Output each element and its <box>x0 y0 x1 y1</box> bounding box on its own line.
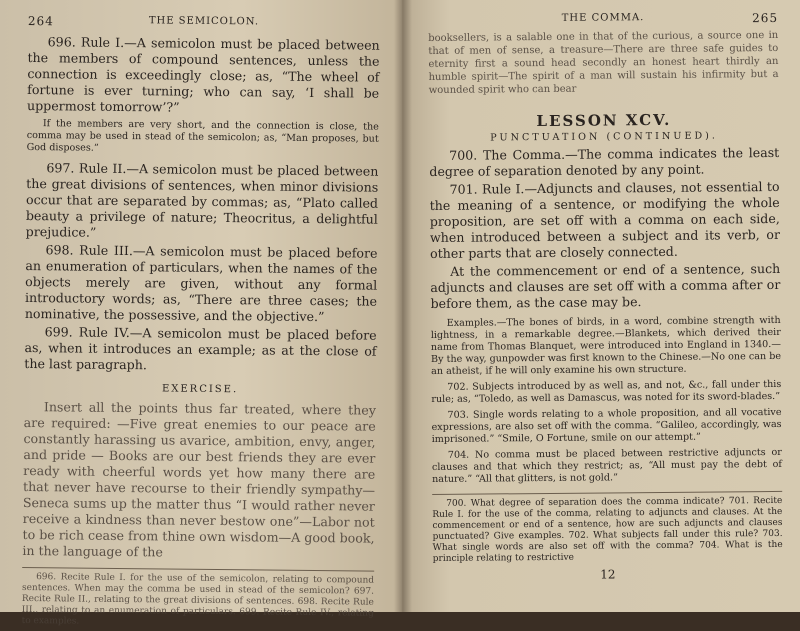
right-running-head <box>428 11 778 28</box>
paragraph-702: 702. Subjects introduced by as well as, and not, &c., fall under this rule; as, “Toledo, as well as Damascus, was noted for its sword-blades.” <box>431 378 782 405</box>
lesson-title: LESSON XCV. <box>536 110 672 131</box>
lesson-subtitle: PUNCTUATION (CONTINUED). <box>490 130 718 144</box>
exercise-text: Insert all the points thus far treated, where they are required: —Five great enemies to our peace are constantly harassing us avarice, ambition, envy, anger, and pride — Books are our best friends they are ever ready with cheerful words yet how many there are that never have recourse to their friendly sympathy— Seneca sums up the matter thus “I would rather never receive a kindness than never bestow one”—Labor not to be rich cease from thine own wisdom—A good book, in the language of the <box>22 399 376 560</box>
book-gutter <box>394 0 412 612</box>
paragraph-701-continued: At the commencement or end of a sentence, such adjuncts and clauses are set off with a comma after or before them, as the case may be. <box>430 260 781 311</box>
paragraph-698: 698. Rule III.—A semicolon must be placed before an enumeration of particulars, when the names of the objects merely are given, without any formal introductory words; as, “There are three cases; the nominative, the possessive, and the objective.” <box>24 242 378 325</box>
examples: Examples.—The bones of birds, in a word, combine strength with lightness, in a remarkable degree.—Blankets, which derived their name from Thomas Blanquet, were introduced into England in 1340.—By the way, gunpowder was first known to the Chinese.—No one can be an atheist, if he will only examine his own structure. <box>430 314 782 377</box>
paragraph-697: 697. Rule II.—A semicolon must be placed between the great divisions of sentences, when minor divisions occur that are separated by commas; as, “Plato called beauty a privilege of nature; Theocritus, a delightful prejudice.” <box>25 160 379 240</box>
paragraph-700: 700. The Comma.—The comma indicates the least degree of separation denoted by any point. <box>429 144 780 179</box>
left-page-content <box>22 14 380 631</box>
paragraph-696: 696. Rule I.—A semicolon must be placed between the members of compound sentences, unless the connection is exceedingly close; as, “The wheel of fortune is ever turning; who can say, ‘I shall be uppermost tomorrow’?” <box>26 34 380 115</box>
paragraph-699: 699. Rule IV.—A semicolon must be placed before as, when it introduces an example; as at the close of the last paragraph. <box>24 324 377 373</box>
right-page-number: 265 <box>752 10 779 26</box>
left-running-title: THE SEMICOLON. <box>148 15 260 28</box>
right-page <box>402 0 800 612</box>
left-running-head <box>28 14 380 32</box>
paragraph-704: 704. No comma must be placed between restrictive adjuncts or clauses and that which they restrict; as, “All must pay the debt of nature.” “All that glitters, is not gold.” <box>431 446 782 485</box>
right-footnote: 700. What degree of separation does the comma indicate? 701. Recite Rule I. for the use of the comma, relating to adjuncts and clauses. At the commencement or end of a sentence, how are such adjuncts and clauses punctuated? Give examples. 702. What subjects fall under this rule? 703. What single words are also set off with the comma? 704. What is the principle relating to restrictive <box>432 495 783 564</box>
signature-mark: 12 <box>600 567 616 582</box>
left-footnote-rule <box>22 567 374 572</box>
paragraph-701: 701. Rule I.—Adjuncts and clauses, not essential to the meaning of a sentence, or modifying the whole proposition, are set off with a comma on each side, when introduced between a subject and its verb, or other parts that are closely connected. <box>429 178 781 261</box>
left-footnote: 696. Recite Rule I. for the use of the semicolon, relating to compound sentences. When may the comma be used in stead of the semicolon? 697. Recite Rule II., relating to the great divisions of sentences. 698. Recite Rule III., relating to an enumeration of particulars. 699. Recite Rule IV., relating to examples. <box>21 572 375 627</box>
left-page <box>0 0 402 627</box>
left-page-number: 264 <box>27 14 54 29</box>
paragraph-703: 703. Single words relating to a whole proposition, and all vocative expressions, are also set off with the comma. “Galileo, accordingly, was imprisoned.” “Smile, O Fortune, smile on our attempt.” <box>431 406 782 445</box>
right-running-title: THE COMMA. <box>561 12 645 24</box>
right-footnote-rule <box>432 491 782 495</box>
right-page-content <box>428 11 783 583</box>
top-continuation: booksellers, is a salable one in that of the curious, a source one in that of men of sense, a treasure—There are three safe guides to eternity first a sound head secondly an honest heart thirdly an humble spirit—The spirit of a man will sustain his infirmity but a wounded spirit who can bear <box>428 29 779 96</box>
note-696: If the members are very short, and the connection is close, the comma may be used in stead of the semicolon; as, “Man proposes, but God disposes.” <box>26 118 379 154</box>
exercise-heading: EXERCISE. <box>161 383 239 396</box>
